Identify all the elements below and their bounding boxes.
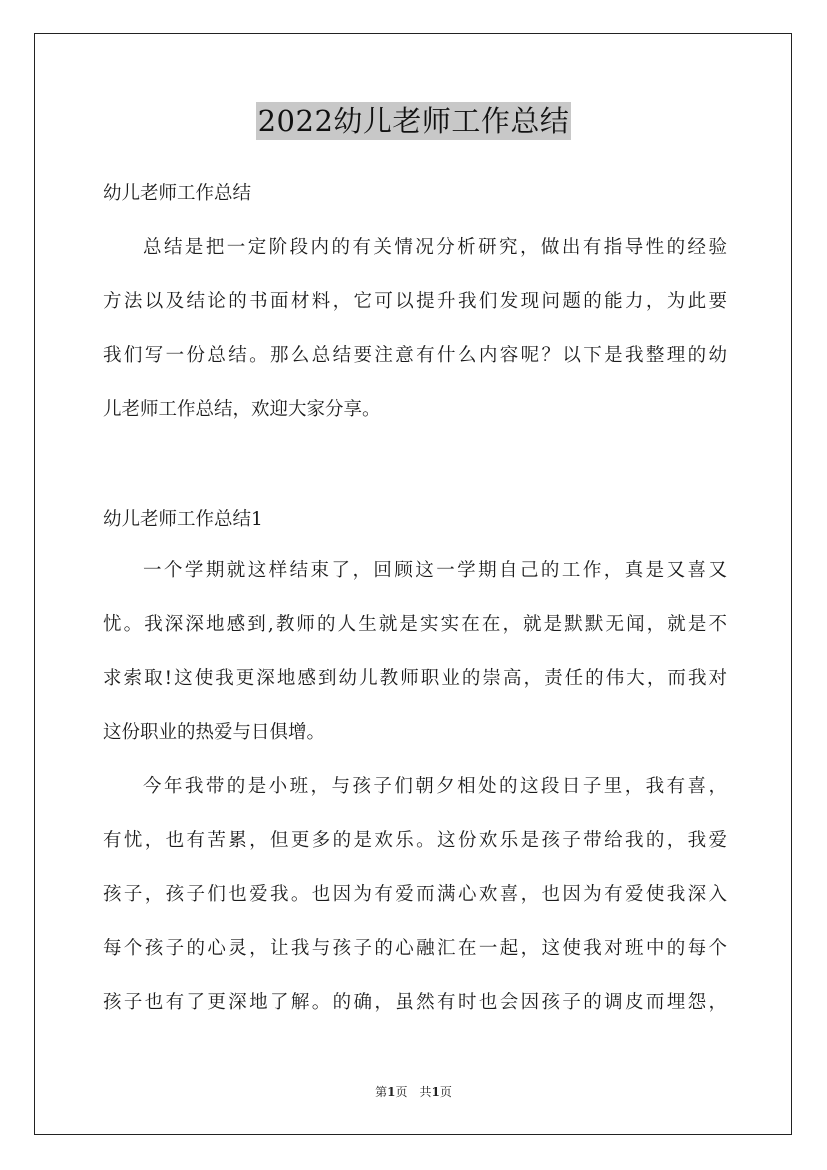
page-total: 1: [431, 1085, 440, 1099]
intro-line: 儿老师工作总结，欢迎大家分享。: [103, 399, 381, 420]
paragraph-line: 孩子，孩子们也爱我。也因为有爱而满心欢喜，也因为有爱使我深入: [103, 884, 727, 905]
paragraph-2: [103, 760, 727, 1030]
footer-mid: 页 共: [395, 1085, 432, 1099]
title-container: [0, 102, 827, 140]
paragraph-line: 有忧，也有苦累，但更多的是欢乐。这份欢乐是孩子带给我的，我爱: [103, 830, 727, 851]
page-footer: [0, 1084, 827, 1100]
footer-suffix: 页: [439, 1085, 452, 1099]
section-heading: 幼儿老师工作总结1: [103, 509, 263, 530]
document-title: 2022幼儿老师工作总结: [257, 104, 570, 138]
subtitle: 幼儿老师工作总结: [103, 183, 252, 204]
paragraph-line: 每个孩子的心灵，让我与孩子的心融汇在一起，这使我对班中的每个: [103, 938, 727, 959]
intro-paragraph: [103, 221, 727, 437]
paragraph-line: 这份职业的热爱与日俱增。: [103, 722, 326, 743]
paragraph-line: 忧。我深深地感到,教师的人生就是实实在在，就是默默无闻，就是不: [103, 614, 727, 635]
paragraph-1: [103, 544, 727, 760]
paragraph-line: 孩子也有了更深地了解。的确，虽然有时也会因孩子的调皮而埋怨，: [103, 992, 727, 1013]
paragraph-line: 今年我带的是小班，与孩子们朝夕相处的这段日子里，我有喜，: [143, 776, 727, 797]
paragraph-line: 求索取!这使我更深地感到幼儿教师职业的崇高，责任的伟大，而我对: [103, 668, 727, 689]
paragraph-line: 一个学期就这样结束了，回顾这一学期自己的工作，真是又喜又: [143, 560, 727, 581]
intro-line: 我们写一份总结。那么总结要注意有什么内容呢？以下是我整理的幼: [103, 345, 727, 366]
footer-prefix: 第: [375, 1085, 388, 1099]
page-current: 1: [387, 1085, 396, 1099]
intro-line: 方法以及结论的书面材料，它可以提升我们发现问题的能力，为此要: [103, 291, 727, 312]
intro-line: 总结是把一定阶段内的有关情况分析研究，做出有指导性的经验: [143, 237, 727, 258]
